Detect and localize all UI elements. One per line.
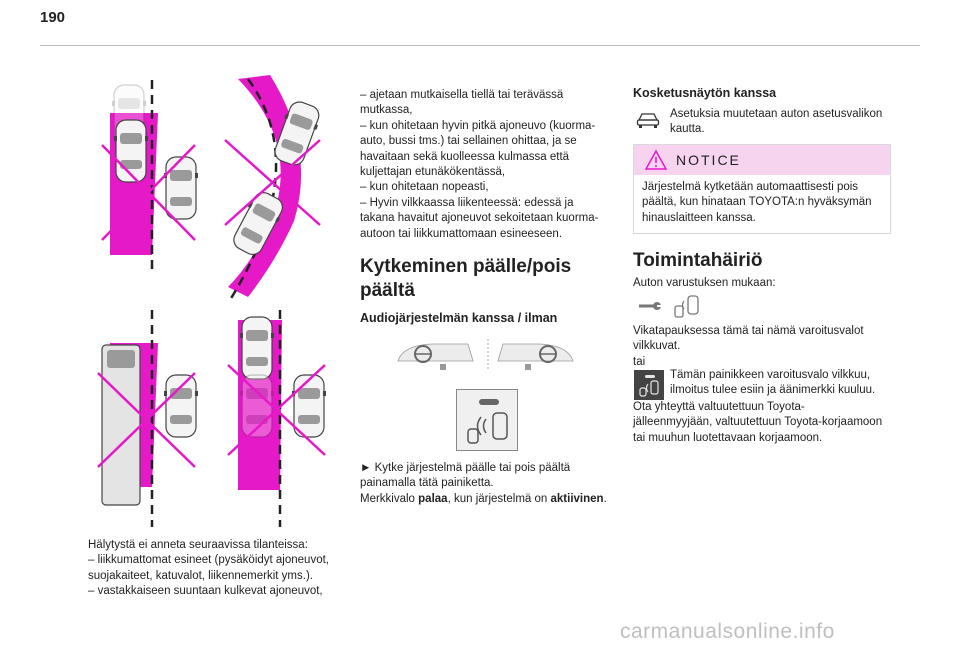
notice-header [634,145,890,175]
warning-triangle-icon [644,149,668,171]
list-line: – Hyvin vilkkaassa liikenteessä: edessä ja [360,196,574,209]
activation-instructions: ► Kytke järjestelmä päälle tai pois päältä painamalla tätä painiketta. Merkkivalo palaa, kun järjestelmä on aktiivinen. [360,461,630,507]
fault-intro: Auton varustuksen mukaan: [633,277,776,289]
fault-button-text: Tämän painikkeen varoitusvalo vilkkuu, ilmoitus tulee esiin ja äänimerkki kuuluu. [670,369,876,397]
fault-heading: Toimintahäiriö [633,250,763,271]
list-line: mutkassa, [360,104,413,117]
caption-line: – vastakkaiseen suuntaan kulkevat ajoneuvot, [88,585,323,598]
scenario-parked-vehicles [102,80,198,275]
indicator-status: Merkkivalo palaa, kun järjestelmä on aktiivinen. [360,492,607,505]
list-line: – kun ohitetaan nopeasti, [360,181,489,194]
scenario-sharp-curve [225,75,323,300]
list-line: autoon tai liikkumattomaan esineeseen. [360,227,563,240]
caption-line: Hälytystä ei anneta seuraavissa tilanteissa: [88,539,308,551]
header-rule [40,45,920,46]
caption-line: – liikkumattomat esineet (pysäköidyt ajoneuvot, [88,554,329,567]
list-line: kuljettajan etunäkökentässä, [360,166,506,179]
steering-wheel-display-icon [393,337,578,373]
section-heading: Kytkeminen päälle/pois päältä [360,256,572,301]
list-line: – ajetaan mutkaisella tiellä tai terävässä [360,89,564,101]
blind-spot-warning-icon [673,294,701,318]
list-line: havaitaan sekä kuolleessa kulmassa että [360,150,570,163]
fault-description: Vikatapauksessa tämä tai nämä varoitusvalot vilkkuvat. tai [633,325,864,368]
blind-spot-button-icon [456,389,518,451]
contact-dealer-text: Ota yhteyttä valtuutettuun Toyota- jälleenmyyjään, valtuutettuun Toyota-korjaamoon tai muuhun luotettavaan korjaamoon. [633,401,883,444]
touchscreen-text: Asetuksia muutetaan auton asetusvalikon kautta. [670,108,883,136]
scenario-long-truck [98,310,198,527]
list-line: auto, bussi tms.) tai sellainen ohittaa, ja se [360,135,577,148]
list-line: – kun ohitetaan hyvin pitkä ajoneuvo (kuorma- [360,119,596,132]
blind-spot-illustration [80,75,330,530]
page-number: 190 [40,9,66,26]
audio-subheading: Audiojärjestelmän kanssa / ilman [360,311,558,325]
list-line: takana havaitut ajoneuvot sekoitetaan kuorma- [360,212,599,225]
exceptions-list [360,88,622,242]
notice-title: NOTICE [676,152,741,168]
car-settings-icon [636,111,660,129]
notice-body: Järjestelmä kytketään automaattisesti pois päältä, kun hinataan TOYOTA:n hyväksymän hinauslaitteen kanssa. [642,181,872,224]
illustration-caption [88,538,348,600]
scenario-fast-overtake [228,310,326,527]
blind-spot-button-warning-icon [634,370,664,400]
wrench-icon [637,299,663,313]
watermark: carmanualsonline.info [620,620,835,643]
notice-box [633,144,891,234]
caption-line: suojakaiteet, katuvalot, liikennemerkit yms.). [88,569,313,582]
touchscreen-heading: Kosketusnäytön kanssa [633,86,777,100]
